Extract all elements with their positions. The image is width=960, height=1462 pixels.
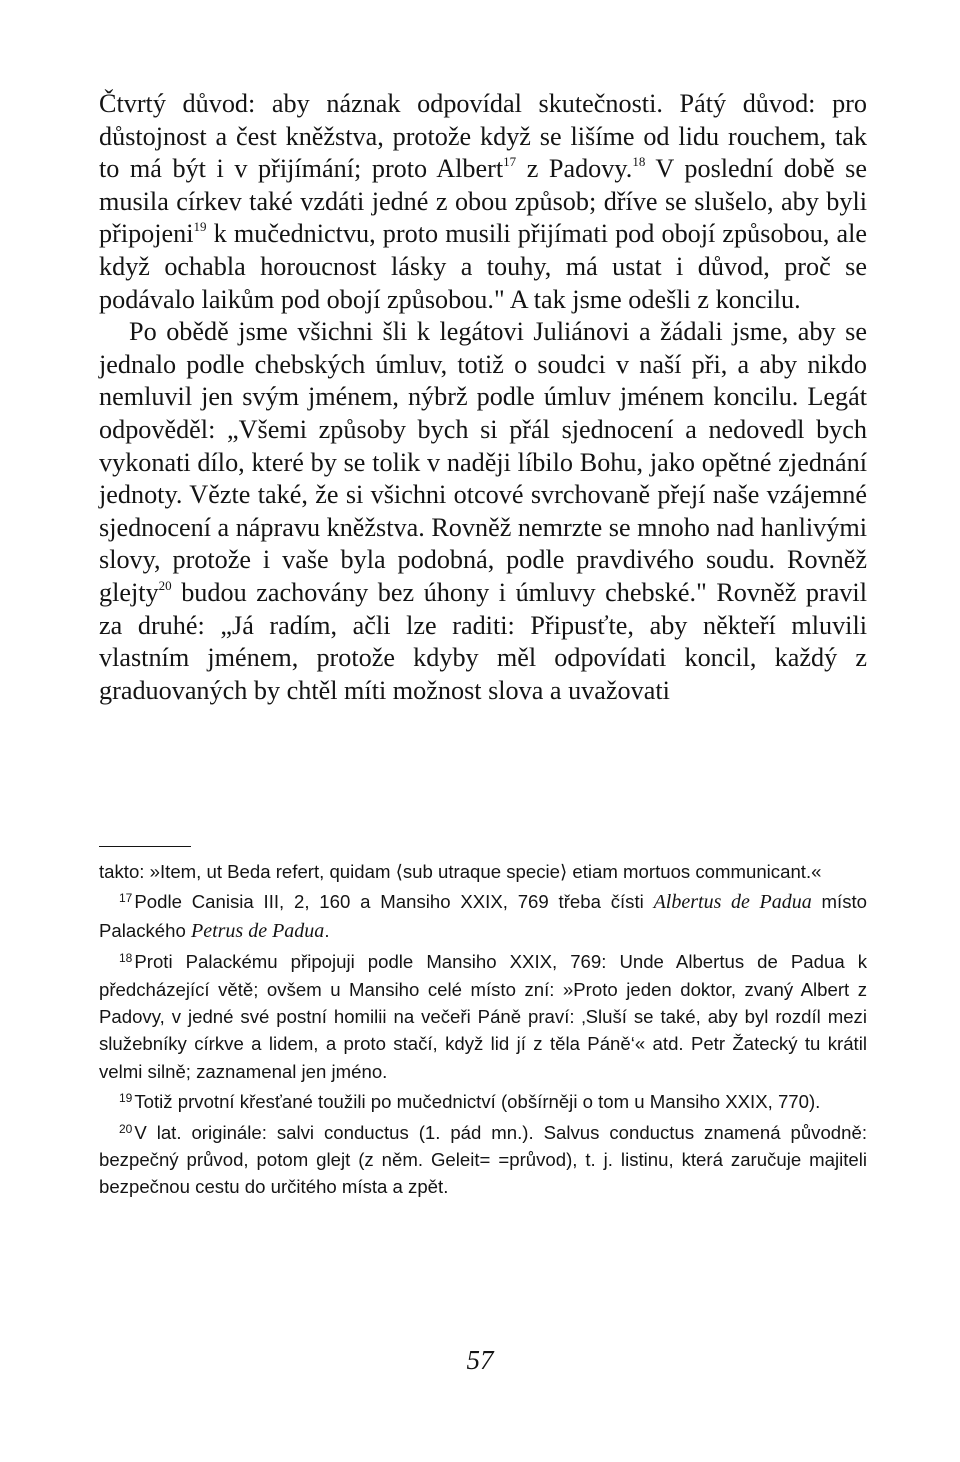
footnote-mark-17: 17 (119, 891, 133, 906)
footnotes (99, 858, 867, 1201)
footnote-17-text-b: místo Palackého (99, 891, 868, 941)
footnote-17 (99, 885, 867, 945)
footnote-20-text: V lat. originále: salvi conductus (1. pád mn.). Salvus conductus znamená původně: bezpečný průvod, potom glejt (z něm. Geleit= =průvod), t. j. listinu, která zaručuje majiteli bezpečnou cestu do určitého místa a zpět. (99, 1121, 867, 1198)
footnote-17-text-a: Podle Canisia III, 2, 160 a Mansiho XXIX, 769 třeba čísti (134, 891, 654, 913)
paragraph-2-part-1: Po obědě jsme všichni šli k legátovi Juliánovi a žádali jsme, aby se jednalo podle chebských úmluv, totiž o soudci v naší při, a aby nikdo nemluvil jen svým jménem, nýbrž podle úmluv jménem koncilu. Legát odpověděl: „Všemi způsoby bych si přál sjednocení a nedovedl bych vykonati dílo, které by se tolik v naději líbilo Bohu, jako opětné zjednání jednoty. Vězte také, že si všichni otcové svrchovaně přejí naše vzájemné sjednocení a nápravu kněžstva. Rovněž nemrzte se mnoho nad hanlivými slovy, protože i vaše byla podobná, podle pravdivého soudu. Rovněž glejty (99, 317, 867, 607)
paragraph-1 (99, 88, 867, 316)
main-text (99, 88, 867, 707)
footnote-17-italic-1: Albertus de Padua (653, 891, 812, 914)
footnote-18 (99, 945, 867, 1085)
footnote-17-text-c: . (324, 919, 330, 941)
footnote-17-italic-2: Petrus de Padua (191, 919, 325, 942)
paragraph-1-part-2: z Padovy. (516, 154, 633, 184)
footnote-mark-18: 18 (119, 951, 133, 966)
footnote-ref-19: 19 (193, 219, 207, 235)
paragraph-2 (99, 316, 867, 707)
footnote-19-text: Totiž prvotní křesťané toužili po mučednictví (obšírněji o tom u Mansiho XXIX, 770). (134, 1091, 821, 1113)
page-number: 57 (466, 1345, 494, 1375)
footnote-ref-20: 20 (158, 577, 172, 593)
footnote-ref-18: 18 (632, 154, 646, 170)
paragraph-2-part-2: budou zachovány bez úhony i úmluvy chebské." Rovněž pravil za druhé: „Já radím, ačli lze raditi: Připusťte, aby někteří mluvili vlastním jménem, protože kdyby měl odpovídati koncil, každý z graduovaných by chtěl míti možnost slova a uvažovati (99, 577, 867, 705)
footnote-mark-20: 20 (119, 1121, 133, 1136)
footnote-ref-17: 17 (503, 154, 517, 170)
footnote-19 (99, 1085, 867, 1115)
footnote-20 (99, 1116, 867, 1201)
paragraph-1-part-3: V poslední době se musila církev také vzdáti jedné z obou způsob; dříve se slušelo, aby byli připojeni (99, 154, 867, 249)
paragraph-1-part-1: Čtvrtý důvod: aby náznak odpovídal skutečnosti. Pátý důvod: pro důstojnost a čest kněžstva, protože když se lišíme od lidu rouchem, tak to má být i v přijímání; proto Albert (99, 89, 867, 184)
footnote-continuation: takto: »Item, ut Beda refert, quidam ⟨sub utraque specie⟩ etiam mortuos communicant.« (99, 861, 822, 882)
footnote-mark-19: 19 (119, 1091, 133, 1106)
paragraph-1-part-4: k mučednictvu, proto musili přijímati pod obojí způsobou, ale když ochabla horoucnost lásky a touhy, má ustat i důvod, proč se podávalo laikům pod obojí způsobou." A tak jsme odešli z koncilu. (99, 219, 867, 314)
footnote-divider (99, 846, 191, 847)
footnote-18-text: Proti Palackému připojuji podle Mansiho XXIX, 769: Unde Albertus de Padua k předcházející větě; ovšem u Mansiho celé místo zní: »Proto jeden doktor, zvaný Albert z Padovy, v jedné své postní homilii na večeři Páně praví: ‚Sluší se také, aby byl rozdíl mezi služebníky církve a lidem, a proto stačí, když lid jí z těla Páně‘« atd. Petr Žatecký tu krátil velmi silně; zaznamenal jen jméno. (99, 951, 867, 1082)
